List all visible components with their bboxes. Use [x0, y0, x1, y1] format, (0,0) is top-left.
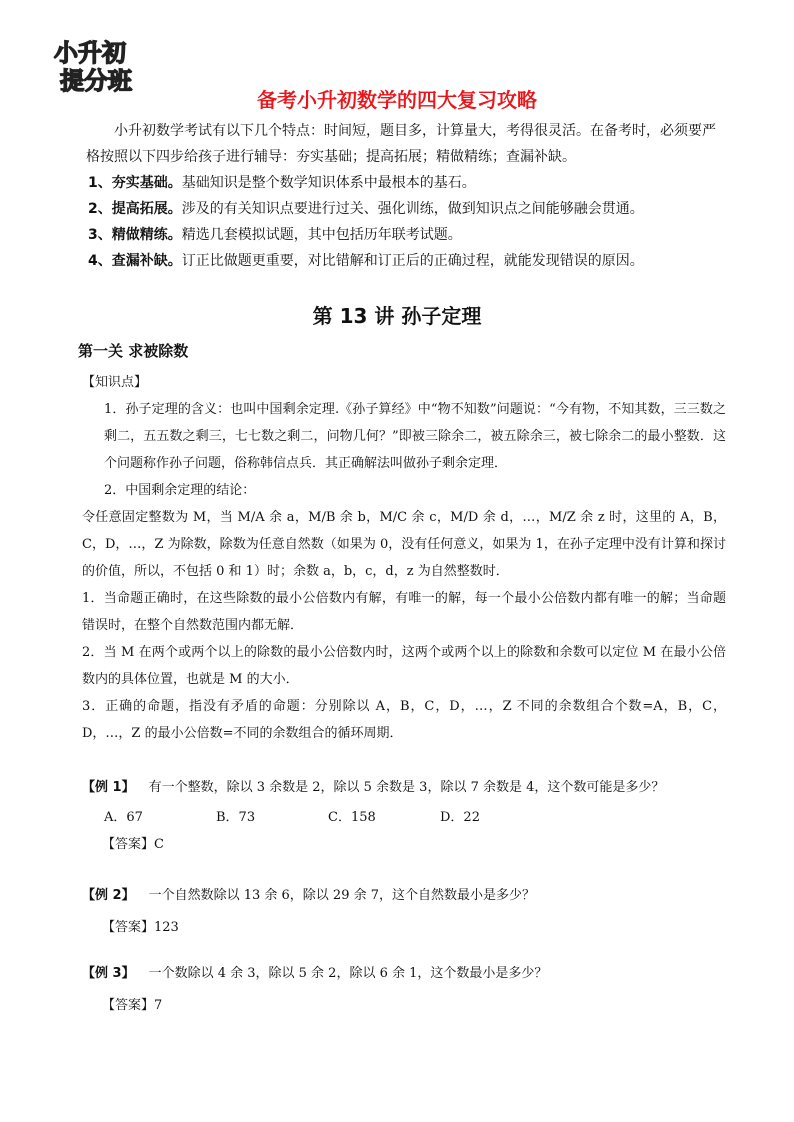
example-question-line — [82, 776, 742, 800]
option-c: C．158 — [328, 810, 376, 825]
option-a: A．67 — [104, 810, 143, 825]
option-b: B．73 — [216, 810, 256, 825]
intro-item-label: 3、精做精练。 — [88, 227, 182, 243]
example-label: 【例 2】 — [82, 888, 135, 903]
knowledge-paragraph: 令任意固定整数为 M，当 M/A 余 a，M/B 余 b，M/C 余 c，M/D 余 d，…，M/Z 余 z 时，这里的 A，B，C，D，…，Z 为除数，除数为任意自然数（如果为 0，没有任何意义，如果为 1，在孙子定理中没有计算和探讨的价值，所以，不包括 0 和 1）时；余数 a，b，c，d，z 为自然整数时． — [82, 510, 726, 579]
answer-value: 123 — [154, 920, 179, 935]
knowledge-points — [82, 396, 726, 747]
example-label: 【例 3】 — [82, 966, 135, 981]
example-question: 有一个整数，除以 3 余数是 2，除以 5 余数是 3，除以 7 余数是 4，这个数可能是多少？ — [148, 780, 665, 795]
intro-item-label: 1、夯实基础。 — [88, 175, 182, 191]
answer-label: 【答案】 — [102, 837, 155, 852]
logo-line1: 小升初 — [54, 39, 126, 67]
intro-item — [86, 196, 726, 222]
intro-item-text: 订正比做题更重要，对比错解和订正后的正确过程，就能发现错误的原因。 — [181, 253, 644, 269]
section-title: 第一关 求被除数 — [78, 342, 189, 360]
example-answer — [82, 994, 742, 1018]
knowledge-paragraph: 1．当命题正确时，在这些除数的最小公倍数内有解，有唯一的解，每一个最小公倍数内都有唯一的解；当命题错误时，在整个自然数范围内都无解． — [82, 591, 726, 633]
answer-value: 7 — [154, 998, 163, 1013]
intro-item — [86, 248, 726, 274]
example-options — [82, 806, 742, 825]
intro-item-label: 2、提高拓展。 — [88, 201, 182, 217]
lesson-title: 第 13 讲 孙子定理 — [312, 304, 482, 328]
knowledge-label: 【知识点】 — [82, 375, 148, 390]
knowledge-paragraph: 3．正确的命题，指没有矛盾的命题：分别除以 A，B，C，D，…，Z 不同的余数组合个数=A，B，C，D，…，Z 的最小公倍数=不同的余数组合的循环周期． — [82, 699, 726, 741]
answer-value: C — [154, 837, 164, 852]
answer-label: 【答案】 — [102, 920, 155, 935]
intro-item — [86, 170, 726, 196]
example-question: 一个数除以 4 余 3，除以 5 余 2，除以 6 余 1，这个数最小是多少？ — [148, 966, 548, 981]
answer-label: 【答案】 — [102, 998, 155, 1013]
intro-paragraph: 小升初数学考试有以下几个特点：时间短，题目多，计算量大，考得很灵活。在备考时，必须要严格按照以下四步给孩子进行辅导：夯实基础；提高拓展；精做精练；查漏补缺。 — [86, 123, 716, 165]
knowledge-paragraph: 2．当 M 在两个或两个以上的除数的最小公倍数内时，这两个或两个以上的除数和余数可以定位 M 在最小公倍数内的具体位置，也就是 M 的大小． — [82, 645, 726, 687]
example-2 — [82, 884, 742, 940]
example-answer — [82, 833, 742, 857]
intro-item-label: 4、查漏补缺。 — [88, 253, 182, 269]
logo-line2: 提分班 — [60, 67, 132, 95]
example-question: 一个自然数除以 13 余 6，除以 29 余 7，这个自然数最小是多少？ — [148, 888, 535, 903]
example-question-line — [82, 962, 742, 986]
intro-item-text: 基础知识是整个数学知识体系中最根本的基石。 — [181, 175, 476, 191]
intro-item — [86, 222, 726, 248]
example-question-line — [82, 884, 742, 908]
knowledge-paragraph: 2．中国剩余定理的结论： — [104, 483, 256, 498]
option-d: D．22 — [440, 810, 480, 825]
example-3 — [82, 962, 742, 1018]
banner-title: 备考小升初数学的四大复习攻略 — [257, 88, 537, 112]
knowledge-paragraph: 1．孙子定理的含义：也叫中国剩余定理.《孙子算经》中“物不知数”问题说：“今有物，不知其数，三三数之剩二，五五数之剩三，七七数之剩二，问物几何？”即被三除余二，被五除余三，被七除余二的最小整数．这个问题称作孙子问题，俗称韩信点兵．其正确解法叫做孙子剩余定理． — [104, 402, 726, 471]
intro-item-text: 涉及的有关知识点要进行过关、强化训练，做到知识点之间能够融会贯通。 — [181, 201, 644, 217]
example-1 — [82, 776, 742, 857]
intro-item-text: 精选几套模拟试题，其中包括历年联考试题。 — [181, 227, 462, 243]
example-label: 【例 1】 — [82, 780, 135, 795]
intro-section — [86, 118, 726, 274]
example-answer — [82, 916, 742, 940]
